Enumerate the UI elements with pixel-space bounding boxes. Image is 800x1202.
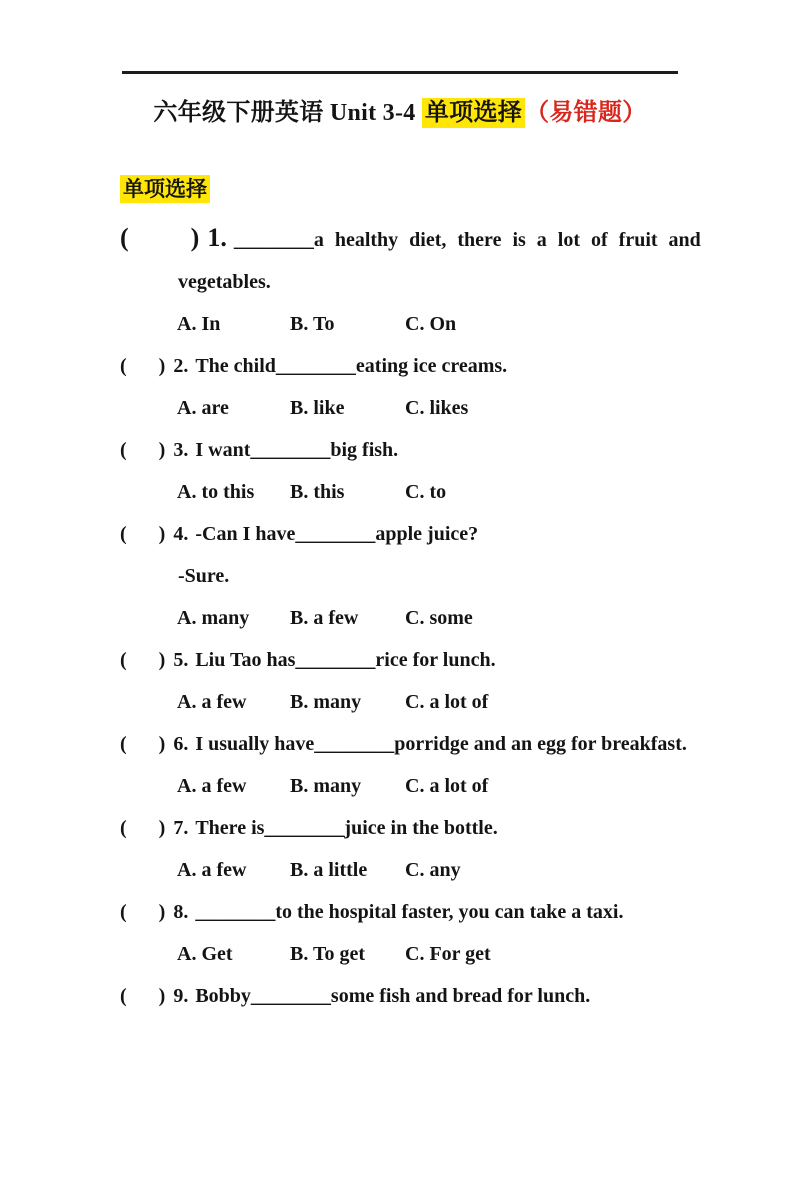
question-first-line	[120, 807, 680, 849]
option-c: C. any	[405, 859, 461, 881]
question-number: 8.	[173, 901, 189, 923]
question-item	[120, 429, 680, 513]
paren-open: (	[120, 439, 127, 461]
option-c: C. a lot of	[405, 775, 489, 797]
question-number: 6.	[173, 733, 189, 755]
question-text: I want________big fish.	[195, 439, 399, 461]
option-c: C. some	[405, 607, 473, 629]
question-item	[120, 639, 680, 723]
option-c: C. On	[405, 313, 457, 335]
question-list	[120, 217, 701, 1017]
question-number: 4.	[173, 523, 189, 545]
option-a: A. a few	[177, 775, 247, 797]
option-a: A. many	[177, 607, 250, 629]
option-a: A. In	[177, 313, 221, 335]
title-highlighted-text: 单项选择	[422, 98, 525, 128]
option-c: C. likes	[405, 397, 469, 419]
option-b: B. this	[290, 481, 345, 503]
question-options	[120, 681, 680, 723]
question-options	[120, 303, 680, 345]
paren-open: (	[120, 223, 129, 252]
question-text: Bobby________some fish and bread for lunch.	[195, 985, 591, 1007]
question-number: 5.	[173, 649, 189, 671]
paren-close: )	[158, 733, 166, 755]
paren-open: (	[120, 355, 127, 377]
question-text: There is________juice in the bottle.	[195, 817, 498, 839]
question-text: ________to the hospital faster, you can take a taxi.	[195, 901, 624, 923]
option-a: A. are	[177, 397, 229, 419]
question-continuation-line: -Sure.	[178, 565, 230, 587]
question-options	[120, 387, 680, 429]
answer-blank-parentheses	[120, 817, 165, 839]
paren-open: (	[120, 901, 127, 923]
question-item	[120, 345, 680, 429]
question-first-line	[120, 639, 680, 681]
paren-close: )	[158, 649, 166, 671]
paren-close: )	[158, 355, 166, 377]
question-first-line	[120, 217, 701, 261]
question-first-line	[120, 723, 687, 765]
option-b: B. a few	[290, 607, 359, 629]
option-a: A. Get	[177, 943, 233, 965]
question-text: The child________eating ice creams.	[195, 355, 508, 377]
question-first-line	[120, 975, 680, 1017]
answer-blank-parentheses	[120, 649, 165, 671]
option-b: B. a little	[290, 859, 368, 881]
paren-open: (	[120, 733, 127, 755]
question-item	[120, 891, 680, 975]
paren-close: )	[158, 985, 166, 1007]
answer-blank-parentheses	[120, 223, 199, 252]
option-b: B. many	[290, 775, 362, 797]
question-text: -Can I have________apple juice?	[195, 523, 479, 545]
paren-close: )	[158, 817, 166, 839]
top-rule	[122, 71, 678, 74]
question-text: ________a healthy diet, there is a lot of fruit and	[233, 229, 701, 251]
section-header-text: 单项选择	[120, 175, 210, 203]
section-header	[120, 173, 680, 206]
answer-blank-parentheses	[120, 985, 165, 1007]
title-normal-text: 六年级下册英语 Unit 3-4	[153, 100, 422, 126]
option-b: B. like	[290, 397, 345, 419]
question-first-line	[120, 345, 680, 387]
paren-open: (	[120, 817, 127, 839]
question-first-line	[120, 429, 680, 471]
paren-close: )	[190, 223, 200, 252]
option-c: C. to	[405, 481, 447, 503]
paren-open: (	[120, 649, 127, 671]
paren-open: (	[120, 985, 127, 1007]
question-item	[120, 807, 680, 891]
answer-blank-parentheses	[120, 733, 165, 755]
question-first-line	[120, 513, 680, 555]
question-number: 3.	[173, 439, 189, 461]
option-a: A. to this	[177, 481, 255, 503]
page-title	[120, 92, 680, 127]
option-c: C. For get	[405, 943, 491, 965]
option-c: C. a lot of	[405, 691, 489, 713]
title-red-text: （易错题）	[525, 100, 647, 126]
option-a: A. a few	[177, 691, 247, 713]
option-b: B. many	[290, 691, 362, 713]
question-options	[120, 471, 680, 513]
answer-blank-parentheses	[120, 901, 165, 923]
answer-blank-parentheses	[120, 439, 165, 461]
question-item	[120, 217, 701, 345]
question-text: Liu Tao has________rice for lunch.	[195, 649, 496, 671]
paren-open: (	[120, 523, 127, 545]
question-item	[120, 513, 680, 639]
question-number: 9.	[173, 985, 189, 1007]
question-options	[120, 597, 680, 639]
question-number: 7.	[173, 817, 189, 839]
option-b: B. To get	[290, 943, 366, 965]
answer-blank-parentheses	[120, 355, 165, 377]
question-first-line	[120, 891, 680, 933]
question-continuation-line: vegetables.	[178, 271, 271, 293]
question-number: 1.	[207, 223, 227, 252]
answer-blank-parentheses	[120, 523, 165, 545]
question-text: I usually have________porridge and an egg for breakfast.	[195, 733, 687, 755]
worksheet-page	[0, 71, 800, 1202]
paren-close: )	[158, 523, 166, 545]
question-options	[120, 933, 680, 975]
question-item	[120, 975, 680, 1017]
paren-close: )	[158, 901, 166, 923]
question-options	[120, 849, 680, 891]
option-a: A. a few	[177, 859, 247, 881]
question-options	[120, 765, 680, 807]
paren-close: )	[158, 439, 166, 461]
option-b: B. To	[290, 313, 335, 335]
question-item	[120, 723, 687, 807]
question-number: 2.	[173, 355, 189, 377]
